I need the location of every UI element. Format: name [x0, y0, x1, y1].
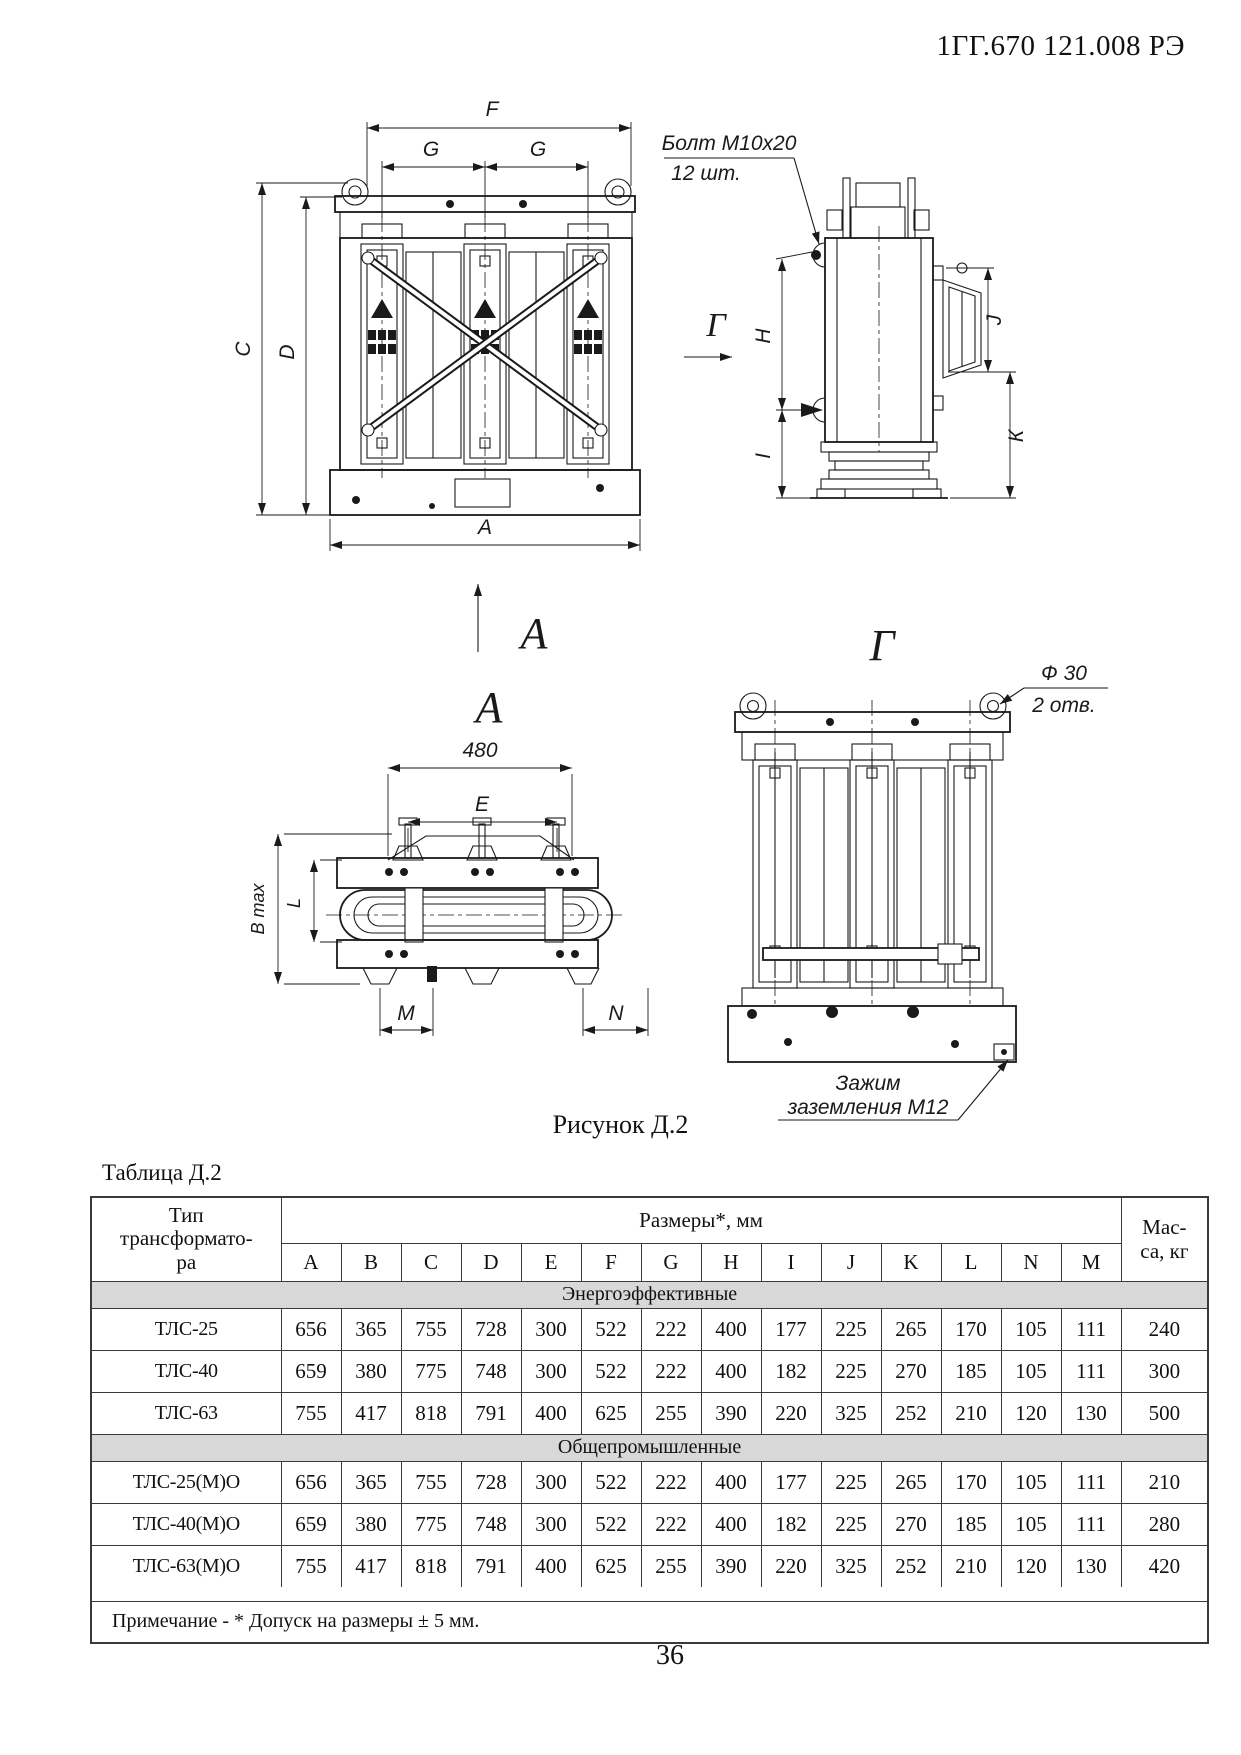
dim-value-cell: 300: [521, 1503, 581, 1545]
dim-value-cell: 182: [761, 1350, 821, 1392]
mass-value-cell: 240: [1121, 1308, 1208, 1350]
dim-value-cell: 380: [341, 1350, 401, 1392]
dim-value-cell: 417: [341, 1545, 401, 1587]
dim-value-cell: 220: [761, 1392, 821, 1434]
dim-value-cell: 270: [881, 1350, 941, 1392]
dim-value-cell: 222: [641, 1350, 701, 1392]
dim-value-cell: 252: [881, 1392, 941, 1434]
dim-column-header: E: [521, 1243, 581, 1281]
hole-callout-line1: Ф 30: [1041, 662, 1087, 685]
dim-value-cell: 265: [881, 1461, 941, 1503]
dim-value-cell: 210: [941, 1545, 1001, 1587]
dim-value-cell: 365: [341, 1461, 401, 1503]
doc-code: 1ГГ.670 121.008 РЭ: [936, 30, 1185, 62]
section-label: Энергоэффективные: [91, 1281, 1208, 1308]
mass-value-cell: 420: [1121, 1545, 1208, 1587]
mass-value-cell: 280: [1121, 1503, 1208, 1545]
table-note: Примечание - * Допуск на размеры ± 5 мм.: [91, 1601, 1208, 1643]
dim-value-cell: 300: [521, 1350, 581, 1392]
dim-column-header: G: [641, 1243, 701, 1281]
view-direction-a: [478, 584, 549, 658]
hole-callout: [1000, 662, 1108, 717]
dim-value-cell: 365: [341, 1308, 401, 1350]
table-title: Таблица Д.2: [102, 1160, 222, 1185]
dim-column-header: A: [281, 1243, 341, 1281]
dim-d-label: D: [276, 344, 299, 360]
view-g-direction-label: Г: [706, 307, 726, 344]
dim-value-cell: 818: [401, 1392, 461, 1434]
view-a-title: А: [475, 683, 503, 732]
dim-j-label: J: [983, 314, 1006, 326]
dim-value-cell: 755: [281, 1545, 341, 1587]
dim-value-cell: 656: [281, 1308, 341, 1350]
dim-value-cell: 111: [1061, 1503, 1121, 1545]
dim-value-cell: 255: [641, 1392, 701, 1434]
dim-value-cell: 130: [1061, 1545, 1121, 1587]
dim-a-label: A: [477, 516, 493, 539]
dim-value-cell: 252: [881, 1545, 941, 1587]
section-row: [91, 1281, 1208, 1308]
table-row: [91, 1308, 1208, 1350]
transformer-type-cell: ТЛС-25(М)О: [91, 1461, 281, 1503]
dim-value-cell: 105: [1001, 1308, 1061, 1350]
bolt-callout-line1: Болт М10х20: [661, 132, 797, 155]
dim-value-cell: 265: [881, 1308, 941, 1350]
dim-value-cell: 818: [401, 1545, 461, 1587]
dim-value-cell: 522: [581, 1461, 641, 1503]
dim-g1-label: G: [422, 138, 440, 161]
dim-value-cell: 728: [461, 1308, 521, 1350]
transformer-type-cell: ТЛС-40(М)О: [91, 1503, 281, 1545]
dim-value-cell: 105: [1001, 1350, 1061, 1392]
page-number: 36: [656, 1640, 684, 1671]
dim-value-cell: 755: [401, 1461, 461, 1503]
dim-h-label: Н: [752, 328, 775, 344]
dim-c-label: C: [232, 341, 255, 357]
dim-column-header: B: [341, 1243, 401, 1281]
dim-value-cell: 325: [821, 1392, 881, 1434]
section-label: Общепромышленные: [91, 1434, 1208, 1461]
dim-value-cell: 755: [281, 1392, 341, 1434]
dim-value-cell: 400: [521, 1392, 581, 1434]
dim-value-cell: 225: [821, 1461, 881, 1503]
dim-value-cell: 755: [401, 1308, 461, 1350]
dim-column-header: C: [401, 1243, 461, 1281]
table-row: [91, 1503, 1208, 1545]
ground-callout-line1: Зажим: [835, 1072, 901, 1095]
dim-value-cell: 522: [581, 1350, 641, 1392]
dim-value-cell: 791: [461, 1392, 521, 1434]
dim-480-label: 480: [462, 739, 498, 762]
dim-value-cell: 625: [581, 1545, 641, 1587]
dim-g2-label: G: [529, 138, 547, 161]
dim-value-cell: 656: [281, 1461, 341, 1503]
dim-value-cell: 177: [761, 1308, 821, 1350]
dim-value-cell: 120: [1001, 1545, 1061, 1587]
hole-callout-line2: 2 отв.: [1032, 694, 1096, 717]
dim-value-cell: 225: [821, 1503, 881, 1545]
transformer-type-cell: ТЛС-25: [91, 1308, 281, 1350]
dim-m-label: М: [397, 1002, 415, 1025]
dim-value-cell: 220: [761, 1545, 821, 1587]
dimensions-table: [90, 1196, 1209, 1644]
dim-value-cell: 182: [761, 1503, 821, 1545]
dim-value-cell: 728: [461, 1461, 521, 1503]
dim-value-cell: 225: [821, 1308, 881, 1350]
table-row: [91, 1545, 1208, 1587]
dim-value-cell: 380: [341, 1503, 401, 1545]
dim-n-label: N: [608, 1002, 624, 1025]
dim-value-cell: 400: [701, 1350, 761, 1392]
dim-value-cell: 400: [701, 1503, 761, 1545]
dim-value-cell: 522: [581, 1308, 641, 1350]
dim-column-header: M: [1061, 1243, 1121, 1281]
dim-value-cell: 748: [461, 1503, 521, 1545]
dim-value-cell: 177: [761, 1461, 821, 1503]
dim-l-label: L: [284, 897, 304, 909]
type-column-header: Тип трансформато- ра: [91, 1197, 281, 1281]
table-gap-row: [91, 1587, 1208, 1602]
view-a-direction-label: А: [520, 609, 548, 658]
dim-value-cell: 522: [581, 1503, 641, 1545]
view-a-top: [248, 683, 648, 1036]
table-body: [91, 1281, 1208, 1587]
dims-group-header: Размеры*, мм: [281, 1197, 1121, 1243]
view-g-front: [728, 621, 1016, 1062]
transformer-type-cell: ТЛС-63(М)О: [91, 1545, 281, 1587]
dim-value-cell: 170: [941, 1461, 1001, 1503]
dim-i-label: I: [752, 453, 775, 459]
table-row: [91, 1350, 1208, 1392]
dim-column-header: D: [461, 1243, 521, 1281]
dim-value-cell: 130: [1061, 1392, 1121, 1434]
section-row: [91, 1434, 1208, 1461]
dim-value-cell: 185: [941, 1503, 1001, 1545]
dim-value-cell: 111: [1061, 1461, 1121, 1503]
dim-value-cell: 111: [1061, 1350, 1121, 1392]
dim-value-cell: 222: [641, 1308, 701, 1350]
dim-value-cell: 625: [581, 1392, 641, 1434]
dim-column-header: N: [1001, 1243, 1061, 1281]
dim-column-header: K: [881, 1243, 941, 1281]
dim-column-header: J: [821, 1243, 881, 1281]
dim-value-cell: 300: [521, 1308, 581, 1350]
dim-value-cell: 255: [641, 1545, 701, 1587]
dim-e-label: E: [474, 793, 490, 816]
dim-value-cell: 748: [461, 1350, 521, 1392]
dim-value-cell: 170: [941, 1308, 1001, 1350]
mass-value-cell: 300: [1121, 1350, 1208, 1392]
dim-value-cell: 775: [401, 1503, 461, 1545]
dim-value-cell: 270: [881, 1503, 941, 1545]
figure-caption: Рисунок Д.2: [552, 1110, 689, 1139]
mass-value-cell: 500: [1121, 1392, 1208, 1434]
mass-value-cell: 210: [1121, 1461, 1208, 1503]
dim-bmax-label: В max: [248, 883, 268, 935]
dim-value-cell: 325: [821, 1545, 881, 1587]
dim-value-cell: 775: [401, 1350, 461, 1392]
dim-value-cell: 111: [1061, 1308, 1121, 1350]
bolt-callout-line2: 12 шт.: [671, 162, 741, 185]
dim-value-cell: 417: [341, 1392, 401, 1434]
dim-value-cell: 390: [701, 1545, 761, 1587]
dim-value-cell: 210: [941, 1392, 1001, 1434]
front-view: [232, 98, 640, 551]
mass-column-header: Мас- са, кг: [1121, 1197, 1208, 1281]
table-row: [91, 1392, 1208, 1434]
dim-k-label: К: [1005, 429, 1028, 443]
dim-value-cell: 105: [1001, 1461, 1061, 1503]
dim-f-label: F: [485, 98, 499, 121]
dim-value-cell: 225: [821, 1350, 881, 1392]
dim-value-cell: 400: [701, 1461, 761, 1503]
dim-value-cell: 390: [701, 1392, 761, 1434]
dim-value-cell: 659: [281, 1503, 341, 1545]
dim-value-cell: 185: [941, 1350, 1001, 1392]
dim-value-cell: 791: [461, 1545, 521, 1587]
dim-value-cell: 222: [641, 1503, 701, 1545]
transformer-type-cell: ТЛС-63: [91, 1392, 281, 1434]
dim-value-cell: 120: [1001, 1392, 1061, 1434]
dim-value-cell: 105: [1001, 1503, 1061, 1545]
table-note-row: [91, 1601, 1208, 1643]
dim-column-header: H: [701, 1243, 761, 1281]
dim-value-cell: 300: [521, 1461, 581, 1503]
bolt-callout: [662, 132, 819, 244]
dim-column-header: I: [761, 1243, 821, 1281]
dim-value-cell: 222: [641, 1461, 701, 1503]
view-direction-g: [684, 307, 732, 357]
table-row: [91, 1461, 1208, 1503]
view-g-title: Г: [869, 621, 895, 670]
ground-callout-line2: заземления М12: [787, 1096, 949, 1119]
dim-value-cell: 659: [281, 1350, 341, 1392]
dim-value-cell: 400: [521, 1545, 581, 1587]
dim-value-cell: 400: [701, 1308, 761, 1350]
dim-column-header: L: [941, 1243, 1001, 1281]
transformer-type-cell: ТЛС-40: [91, 1350, 281, 1392]
side-view: [752, 178, 1028, 498]
dim-column-header: F: [581, 1243, 641, 1281]
